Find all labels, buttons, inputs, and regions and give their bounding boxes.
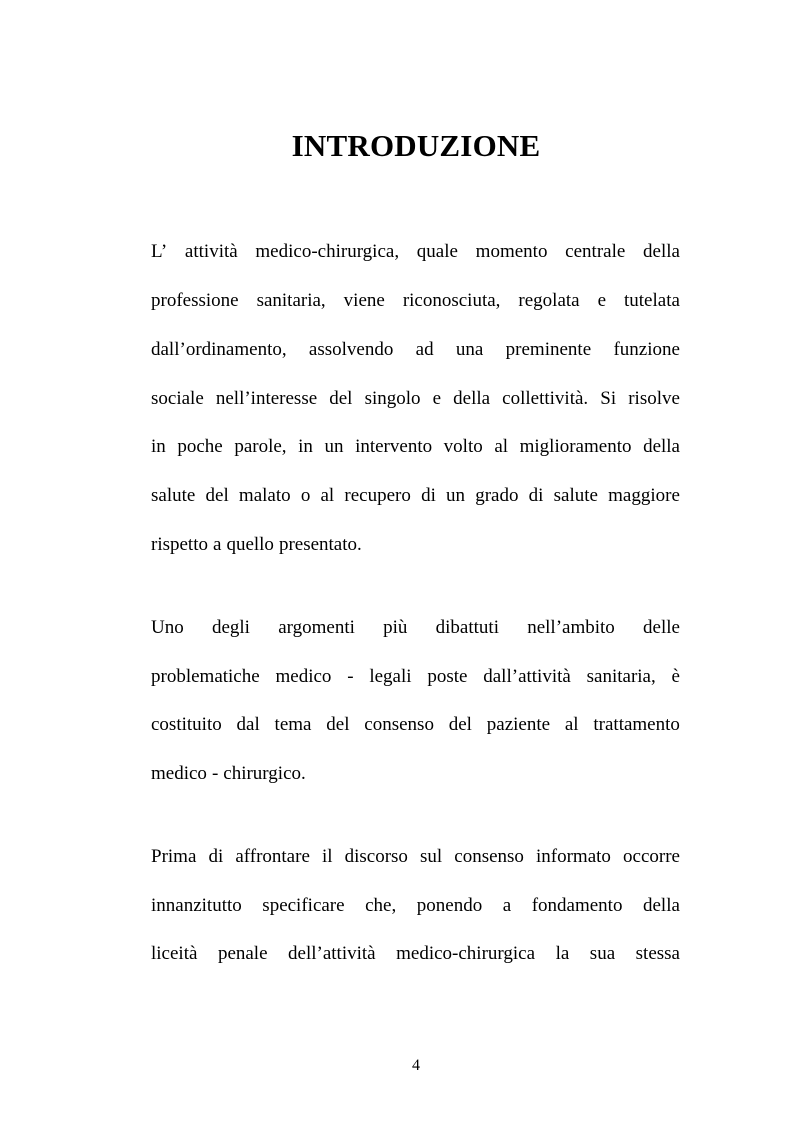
paragraph-2-line-4: medico - chirurgico. xyxy=(151,763,306,784)
page-number: 4 xyxy=(412,1057,420,1074)
paragraph-1-line-6: salute del malato o al recupero di un grado di salute maggiore xyxy=(151,485,680,506)
paragraph-1-line-5: in poche parole, in un intervento volto al miglioramento della xyxy=(151,436,680,457)
paragraph-3-line-2: innanzitutto specificare che, ponendo a fondamento della xyxy=(151,895,680,916)
paragraph-1-line-4: sociale nell’interesse del singolo e della collettività. Si risolve xyxy=(151,388,680,409)
paragraph-1-line-2: professione sanitaria, viene riconosciuta, regolata e tutelata xyxy=(151,290,680,311)
page-title: INTRODUZIONE xyxy=(291,128,541,163)
paragraph-3-line-3: liceità penale dell’attività medico-chirurgica la sua stessa xyxy=(151,943,680,964)
paragraph-1-line-1: L’ attività medico-chirurgica, quale momento centrale della xyxy=(151,241,680,262)
paragraph-1-line-3: dall’ordinamento, assolvendo ad una preminente funzione xyxy=(151,339,680,360)
paragraph-2-line-1: Uno degli argomenti più dibattuti nell’ambito delle xyxy=(151,617,680,638)
paragraph-2-line-2: problematiche medico - legali poste dall’attività sanitaria, è xyxy=(151,666,680,687)
paragraph-3-line-1: Prima di affrontare il discorso sul consenso informato occorre xyxy=(151,846,680,867)
paragraph-2-line-3: costituito dal tema del consenso del paziente al trattamento xyxy=(151,714,680,735)
paragraph-1-line-7: rispetto a quello presentato. xyxy=(151,534,362,555)
